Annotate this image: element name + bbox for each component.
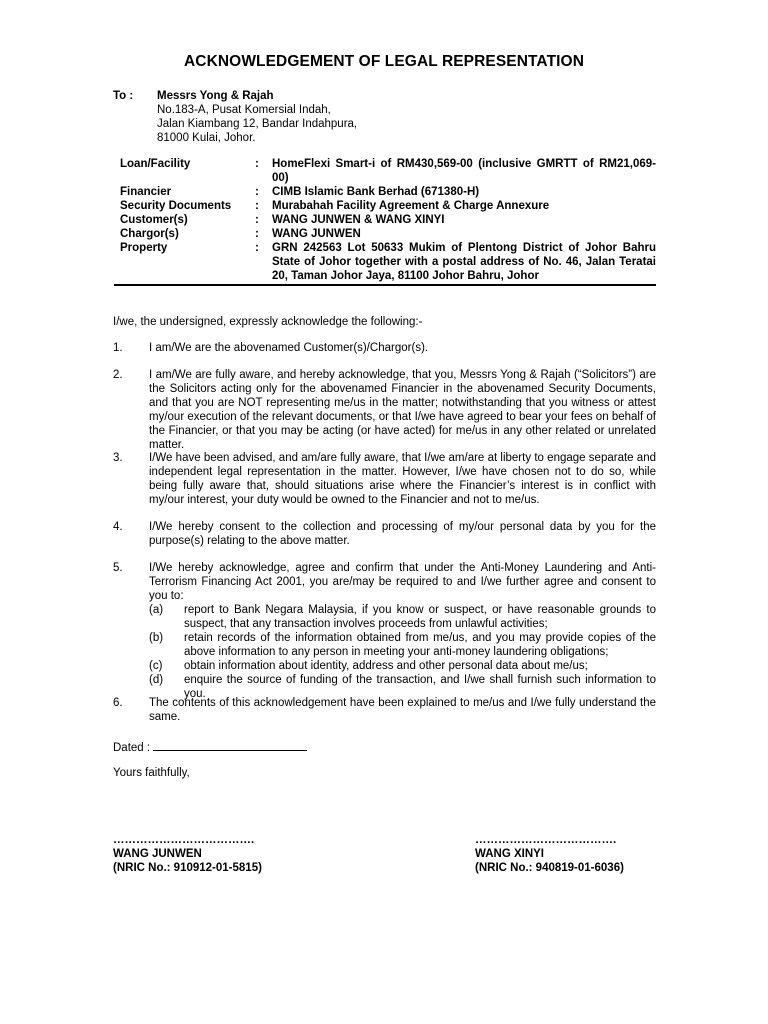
fact-value: WANG JUNWEN (272, 228, 361, 240)
sub-clause-c (149, 659, 656, 673)
recipient-address-line: No.183-A, Pusat Komersial Indah, (157, 104, 331, 116)
fact-row-customers (120, 213, 656, 227)
signature-line: ………………………………. (475, 834, 617, 846)
fact-value: WANG JUNWEN & WANG XINYI (272, 214, 445, 226)
clause-text: I/We hereby consent to the collection and processing of my/our personal data by you for the purpose(s) relating to the above matter. (149, 521, 656, 547)
fact-colon: : (255, 186, 259, 198)
sub-clause-text: obtain information about identity, address and other personal data about me/us; (184, 660, 588, 672)
fact-value: GRN 242563 Lot 50633 Mukim of Plentong District of Johor Bahru State of Johor together with a postal address of No. 46, Jalan Teratai 20, Taman Johor Jaya, 81100 Johor Bahru, Johor (272, 242, 656, 282)
fact-row-financier (120, 185, 656, 199)
closing-salutation: Yours faithfully, (113, 767, 190, 779)
dated-field (113, 740, 307, 755)
fact-row-security-documents (120, 199, 656, 213)
date-blank-line (153, 740, 307, 751)
sub-clause-text: retain records of the information obtained from me/us, and you may provide copies of the above information to any person in meeting your anti-money laundering obligations; (184, 632, 656, 658)
document-title: ACKNOWLEDGEMENT OF LEGAL REPRESENTATION (183, 53, 584, 70)
intro-statement: I/we, the undersigned, expressly acknowledge the following:- (113, 316, 423, 328)
sub-clause-b (149, 631, 656, 659)
clause-4 (113, 520, 656, 548)
clause-5 (113, 561, 656, 701)
signature-block-1 (113, 833, 262, 875)
fact-row-property (120, 241, 656, 283)
clause-number: 2. (113, 369, 123, 381)
recipient-address-line: 81000 Kulai, Johor. (157, 132, 256, 144)
signature-line: ………………………………. (113, 834, 255, 846)
clause-number: 3. (113, 452, 123, 464)
fact-value: HomeFlexi Smart-i of RM430,569-00 (inclusive GMRTT of RM21,069-00) (272, 158, 656, 184)
fact-label: Financier (120, 186, 172, 198)
fact-colon: : (255, 158, 259, 170)
clause-text: I/We hereby acknowledge, agree and confirm that under the Anti-Money Laundering and Anti-Terrorism Financing Act 2001, you are/may be required to and I/we further agree and consent to you to: (149, 562, 656, 602)
clause-text: I am/We are the abovenamed Customer(s)/Chargor(s). (149, 342, 429, 354)
clause-number: 6. (113, 697, 123, 709)
clause-1 (113, 341, 656, 355)
fact-colon: : (255, 228, 259, 240)
clause-text: I am/We are fully aware, and hereby acknowledge, that you, Messrs Yong & Rajah (“Solicitors”) are the Solicitors acting only for the abovenamed Financier in the abovenamed Security Documents, and that you are NOT representing me/us in the matter; notwithstanding that you witness or attest my/our execution of the relevant documents, or that I/we have agreed to bear your fees on behalf of the Financier, or that you may be acting (or have acted) for me/us in any other related or unrelated matter. (149, 369, 656, 451)
fact-label: Property (120, 242, 168, 254)
clause-number: 4. (113, 521, 123, 533)
fact-value: Murabahah Facility Agreement & Charge Annexure (272, 200, 550, 212)
signatory-nric: (NRIC No.: 910912-01-5815) (113, 862, 262, 874)
clause-body (149, 561, 656, 701)
clause-text: I/We have been advised, and am/are fully aware, that I/we am/are at liberty to engage separate and independent legal representation in the matter. However, I/we have chosen not to do so, while being fully aware that, should situations arise where the Financier’s interest is in conflict with my/our interest, your duty would be owned to the Financier and not to me/us. (149, 452, 656, 506)
sub-clause-text: enquire the source of funding of the transaction, and I/we shall furnish such information to you. (184, 674, 656, 700)
fact-colon: : (255, 200, 259, 212)
clause-6 (113, 696, 656, 724)
fact-row-loan (120, 157, 656, 185)
fact-label: Security Documents (120, 200, 232, 212)
fact-colon: : (255, 214, 259, 226)
fact-label: Loan/Facility (120, 158, 191, 170)
sub-clause-letter: (c) (149, 660, 163, 672)
facility-details (120, 157, 656, 283)
to-label: To : (113, 90, 134, 102)
sub-clause-text: report to Bank Negara Malaysia, if you know or suspect, or have reasonable grounds to suspect, that any transaction involves proceeds from unlawful activities; (184, 604, 656, 630)
clause-text: The contents of this acknowledgement have been explained to me/us and I/we fully understand the same. (149, 697, 656, 723)
recipient-address-line: Jalan Kiambang 12, Bandar Indahpura, (157, 118, 358, 130)
recipient-block (157, 89, 357, 145)
sub-clause-letter: (d) (149, 674, 164, 686)
clause-3 (113, 451, 656, 507)
fact-colon: : (255, 242, 259, 254)
fact-label: Customer(s) (120, 214, 188, 226)
clause-number: 5. (113, 562, 123, 574)
sub-clause-letter: (b) (149, 632, 164, 644)
section-divider (114, 284, 656, 286)
sub-clause-a (149, 603, 656, 631)
clause-2 (113, 368, 656, 452)
fact-label: Chargor(s) (120, 228, 179, 240)
signatory-name: WANG JUNWEN (113, 848, 202, 860)
signatory-name: WANG XINYI (475, 848, 545, 860)
fact-row-chargors (120, 227, 656, 241)
recipient-name: Messrs Yong & Rajah (157, 90, 274, 102)
dated-label: Dated : (113, 742, 151, 754)
clause-number: 1. (113, 342, 123, 354)
fact-value: CIMB Islamic Bank Berhad (671380-H) (272, 186, 480, 198)
sub-clause-letter: (a) (149, 604, 164, 616)
signatory-nric: (NRIC No.: 940819-01-6036) (475, 862, 624, 874)
signature-block-2 (475, 833, 624, 875)
